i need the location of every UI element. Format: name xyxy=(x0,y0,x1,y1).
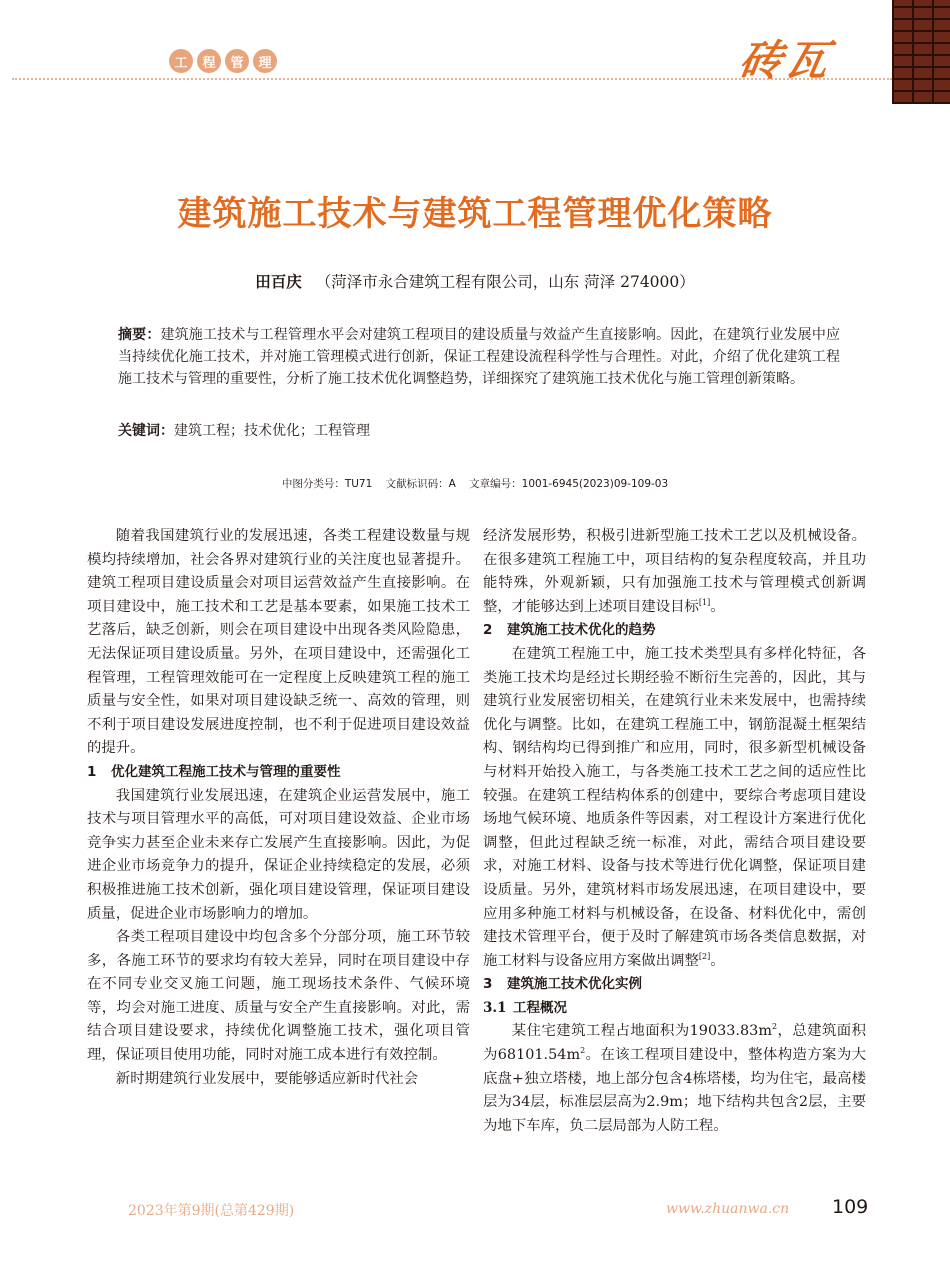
body-column-right xyxy=(483,525,866,1138)
body-paragraph xyxy=(483,1020,866,1138)
section-number: 2 xyxy=(483,622,493,639)
subsection-title: 工程概况 xyxy=(513,999,567,1016)
page-number: 109 xyxy=(832,1196,869,1218)
article-number: 文章编号：1001-6945(2023)09-109-03 xyxy=(469,478,669,490)
abstract-label: 摘要： xyxy=(118,327,161,343)
clc-number: 中图分类号：TU71 xyxy=(281,478,373,490)
section-tag-char: 程 xyxy=(197,49,221,73)
paragraph-text: ，总建筑面积为68101.54m xyxy=(483,1023,866,1064)
section-number: 1 xyxy=(87,763,97,780)
section-number: 3 xyxy=(483,976,493,993)
author-affiliation: （菏泽市永合建筑工程有限公司，山东 菏泽 274000） xyxy=(315,273,695,291)
section-tag-char: 工 xyxy=(169,49,193,73)
section-heading xyxy=(87,761,470,785)
body-paragraph: 随着我国建筑行业的发展迅速，各类工程建设数量与规模均持续增加，社会各界对建筑行业的关注度也显著提升。建筑工程项目建设质量会对项目运营效益产生直接影响。在项目建设中，施工技术和工艺是基本要素，如果施工技术工艺落后，缺乏创新，则会在项目建设中出现各类风险隐患，无法保证项目建设质量。另外，在项目建设中，还需强化工程管理，工程管理效能可在一定程度上反映建筑工程的施工质量与安全性，如果对项目建设缺乏统一、高效的管理，则不利于项目建设发展进度控制，也不利于促进项目建设效益的提升。 xyxy=(87,528,470,757)
superscript: 2 xyxy=(580,1046,586,1056)
abstract xyxy=(118,324,840,390)
section-heading xyxy=(483,619,866,643)
section-title: 建筑施工技术优化的趋势 xyxy=(507,622,656,639)
section-title: 建筑施工技术优化实例 xyxy=(507,976,642,993)
subsection-heading xyxy=(483,997,866,1021)
document-code: 文献标识码：A xyxy=(385,478,456,490)
classification-line xyxy=(0,476,950,491)
journal-logo: 砖瓦 xyxy=(736,36,836,85)
brick-texture-image xyxy=(892,0,950,104)
footer-url[interactable]: www.zhuanwa.cn xyxy=(666,1201,790,1217)
abstract-text: 建筑施工技术与工程管理水平会对建筑工程项目的建设质量与效益产生直接影响。因此，在建筑行业发展中应当持续优化施工技术，并对施工管理模式进行创新，保证工程建设流程科学性与合理性。对此，介绍了优化建筑工程施工技术与管理的重要性，分析了施工技术优化调整趋势，详细探究了建筑施工技术优化与施工管理创新策略。 xyxy=(118,327,841,387)
body-paragraph: 各类工程项目建设中均包含多个分部分项，施工环节较多，各施工环节的要求均有较大差异，同时在项目建设中存在不同专业交叉施工问题，施工现场技术条件、气候环境等，均会对施工进度、质量与安全产生直接影响。对此，需结合项目建设要求，持续优化调整施工技术，强化项目管理，保证项目使用功能，同时对施工成本进行有效控制。 xyxy=(87,929,470,1064)
keywords-text: 建筑工程；技术优化；工程管理 xyxy=(174,423,370,439)
body-paragraph: 经济发展形势，积极引进新型施工技术工艺以及机械设备。在很多建筑工程施工中，项目结构的复杂程度较高，并且功能特殊，外观新颖，只有加强施工技术与管理模式创新调整，才能够达到上述项目建设目标[1]。 xyxy=(483,528,866,615)
author-line xyxy=(0,270,950,292)
citation-ref: [2] xyxy=(698,951,711,961)
body-paragraph: 新时期建筑行业发展中，要能够适应新时代社会 xyxy=(115,1070,419,1087)
body-paragraph: 我国建筑行业发展迅速，在建筑企业运营发展中，施工技术与项目管理水平的高低，可对项目建设效益、企业市场竞争实力甚至企业未来存亡发展产生直接影响。因此，为促进企业市场竞争力的提升，保证企业持续稳定的发展，必须积极推进施工技术创新，强化项目建设管理，保证项目建设质量，促进企业市场影响力的增加。 xyxy=(87,787,470,922)
body-paragraph: 在建筑工程施工中，施工技术类型具有多样化特征，各类施工技术均是经过长期经验不断衍生完善的，因此，其与建筑行业发展密切相关，在建筑行业未来发展中，也需持续优化与调整。比如，在建筑工程施工中，钢筋混凝土框架结构、钢结构均已得到推广和应用，同时，很多新型机械设备与材料开始投入施工，与各类施工技术工艺之间的适应性比较强。在建筑工程结构体系的创建中，要综合考虑项目建设场地气候环境、地质条件等因素，对工程设计方案进行优化调整，但此过程缺乏统一标准，对此，需结合项目建设要求，对施工材料、设备与技术等进行优化调整，保证项目建设质量。另外，建筑材料市场发展迅速，在项目建设中，要应用多种施工材料与机械设备，在设备、材料优化中，需创建技术管理平台，便于及时了解建筑市场各类信息数据，对施工材料与设备应用方案做出调整[2]。 xyxy=(483,645,866,969)
keywords-label: 关键词： xyxy=(118,423,174,439)
citation-ref: [1] xyxy=(698,597,711,607)
footer-issue: 2023年第9期(总第429期) xyxy=(128,1203,295,1219)
superscript: 2 xyxy=(771,1022,778,1032)
section-heading xyxy=(483,973,866,997)
keywords xyxy=(118,420,840,442)
subsection-number: 3.1 xyxy=(483,999,507,1016)
paragraph-text: 。在该工程项目建设中，整体构造方案为大底盘+独立塔楼，地上部分包含4栋塔楼，均为住宅，最高楼层为34层，标准层层高为2.9m；地下结构共包含2层，主要为地下车库，负二层局部为人防工程。 xyxy=(483,1047,866,1134)
article-title: 建筑施工技术与建筑工程管理优化策略 xyxy=(177,194,773,234)
section-tag xyxy=(169,49,277,73)
paragraph-text: 某住宅建筑工程占地面积为19033.83m xyxy=(511,1023,772,1040)
section-tag-char: 管 xyxy=(225,49,249,73)
section-tag-char: 理 xyxy=(253,49,277,73)
paragraph-text: 经济发展形势，积极引进新型施工技术工艺以及机械设备。在很多建筑工程施工中，项目结构的复杂程度较高，并且功能特殊，外观新颖，只有加强施工技术与管理模式创新调整，才能够达到上述项目建设目标 xyxy=(483,528,866,615)
section-title: 优化建筑工程施工技术与管理的重要性 xyxy=(111,763,341,780)
author-name: 田百庆 xyxy=(255,273,302,291)
body-column-left xyxy=(87,525,470,1091)
paragraph-text: 在建筑工程施工中，施工技术类型具有多样化特征，各类施工技术均是经过长期经验不断衍生完善的，因此，其与建筑行业发展密切相关，在建筑行业未来发展中，也需持续优化与调整。比如，在建筑工程施工中，钢筋混凝土框架结构、钢结构均已得到推广和应用，同时，很多新型机械设备与材料开始投入施工，与各类施工技术工艺之间的适应性比较强。在建筑工程结构体系的创建中，要综合考虑项目建设场地气候环境、地质条件等因素，对工程设计方案进行优化调整，但此过程缺乏统一标准，对此，需结合项目建设要求，对施工材料、设备与技术等进行优化调整，保证项目建设质量。另外，建筑材料市场发展迅速，在项目建设中，要应用多种施工材料与机械设备，在设备、材料优化中，需创建技术管理平台，便于及时了解建筑市场各类信息数据，对施工材料与设备应用方案做出调整 xyxy=(483,645,866,969)
